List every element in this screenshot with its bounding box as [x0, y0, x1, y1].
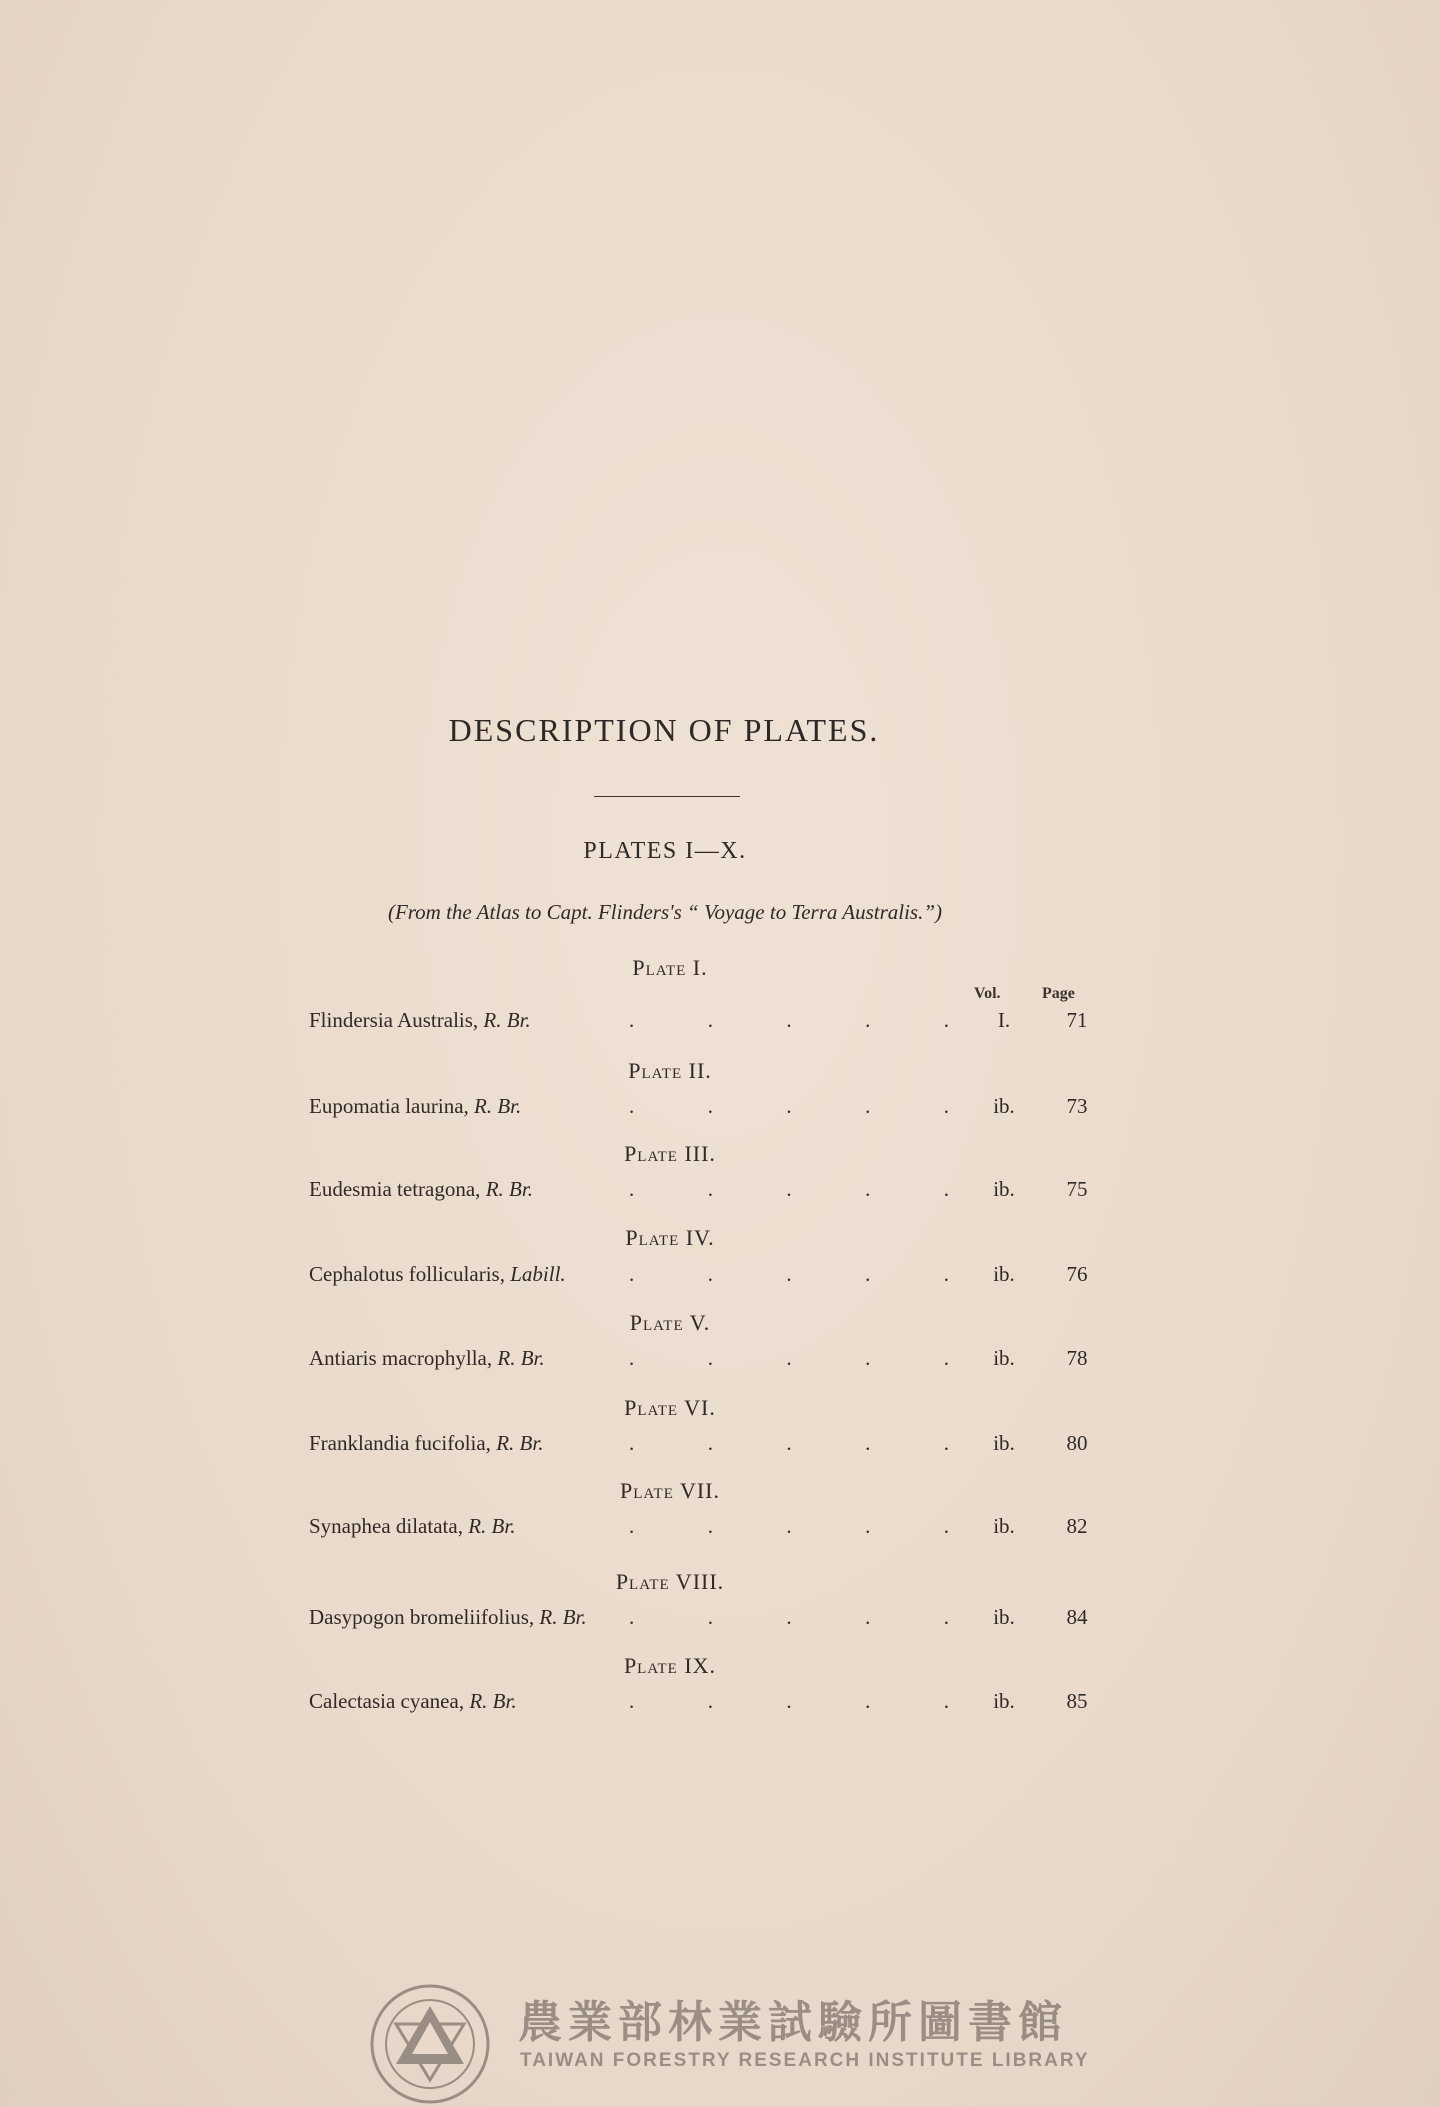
volume: ib.	[993, 1514, 1015, 1538]
plates-range-heading: PLATES I—X.	[583, 838, 747, 864]
author-abbrev: R. Br.	[496, 1431, 544, 1455]
plate-entry	[309, 1177, 1089, 1207]
species-name: Antiaris macrophylla, R. Br.	[309, 1346, 545, 1370]
volume: ib.	[993, 1431, 1015, 1455]
plate-entry	[309, 1262, 1089, 1292]
species-name: Synaphea dilatata, R. Br.	[309, 1514, 516, 1538]
volume: ib.	[993, 1346, 1015, 1370]
library-name-chinese: 農業部林業試驗所圖書館	[518, 1997, 1068, 2048]
author-abbrev: R. Br.	[483, 1008, 531, 1032]
leader-dots: . . . . .	[629, 1008, 949, 1032]
leader-dots: . . . . .	[629, 1431, 949, 1455]
volume: ib.	[993, 1094, 1015, 1118]
species-name: Calectasia cyanea, R. Br.	[309, 1689, 517, 1713]
leader-dots: . . . . .	[629, 1514, 949, 1538]
plate-entry	[309, 1008, 1089, 1038]
page-number: 84	[1066, 1605, 1088, 1629]
source-note: (From the Atlas to Capt. Flinders's “ Voyage to Terra Australis.”)	[387, 900, 943, 924]
author-abbrev: Labill.	[510, 1262, 566, 1286]
page-number: 71	[1066, 1008, 1088, 1032]
author-abbrev: R. Br.	[485, 1177, 533, 1201]
volume: ib.	[993, 1177, 1015, 1201]
species-name: Franklandia fucifolia, R. Br.	[309, 1431, 544, 1455]
plate-heading: Plate II.	[628, 1058, 712, 1083]
plate-heading: Plate VIII.	[615, 1569, 725, 1594]
plate-heading: Plate IV.	[625, 1225, 715, 1250]
plate-entry	[309, 1346, 1089, 1376]
author-abbrev: R. Br.	[469, 1689, 517, 1713]
page-number: 76	[1066, 1262, 1088, 1286]
leader-dots: . . . . .	[629, 1689, 949, 1713]
leader-dots: . . . . .	[629, 1177, 949, 1201]
page-number: 80	[1066, 1431, 1088, 1455]
vol-column-header: Vol.	[974, 985, 1001, 1002]
plate-entry	[309, 1514, 1089, 1544]
author-abbrev: R. Br.	[468, 1514, 516, 1538]
plate-entry	[309, 1094, 1089, 1124]
species-name: Eudesmia tetragona, R. Br.	[309, 1177, 533, 1201]
author-abbrev: R. Br.	[474, 1094, 522, 1118]
plate-heading: Plate III.	[624, 1141, 716, 1166]
page-column-header: Page	[1042, 985, 1075, 1002]
plate-heading: Plate IX.	[623, 1653, 717, 1678]
author-abbrev: R. Br.	[497, 1346, 545, 1370]
leader-dots: . . . . .	[629, 1346, 949, 1370]
volume: ib.	[993, 1605, 1015, 1629]
page-number: 78	[1066, 1346, 1088, 1370]
library-seal-icon	[368, 1982, 492, 2106]
page-number: 73	[1066, 1094, 1088, 1118]
page-title: DESCRIPTION OF PLATES.	[448, 712, 880, 748]
library-name-english: TAIWAN FORESTRY RESEARCH INSTITUTE LIBRARY	[520, 2050, 1090, 2071]
leader-dots: . . . . .	[629, 1094, 949, 1118]
page-number: 82	[1066, 1514, 1088, 1538]
plate-heading: Plate V.	[629, 1310, 711, 1335]
title-divider	[594, 796, 740, 797]
page-number: 85	[1066, 1689, 1088, 1713]
species-name: Dasypogon bromeliifolius, R. Br.	[309, 1605, 587, 1629]
plate-heading: Plate I.	[632, 955, 708, 980]
plate-entry	[309, 1605, 1089, 1635]
leader-dots: . . . . .	[629, 1262, 949, 1286]
library-watermark	[360, 1978, 1100, 2088]
volume: ib.	[993, 1689, 1015, 1713]
plate-entry	[309, 1689, 1089, 1719]
plate-heading: Plate VI.	[624, 1395, 716, 1420]
plate-heading: Plate VII.	[619, 1478, 721, 1503]
author-abbrev: R. Br.	[539, 1605, 587, 1629]
species-name: Cephalotus follicularis, Labill.	[309, 1262, 566, 1286]
plate-entry	[309, 1431, 1089, 1461]
volume: ib.	[993, 1262, 1015, 1286]
species-name: Flindersia Australis, R. Br.	[309, 1008, 531, 1032]
page-number: 75	[1066, 1177, 1088, 1201]
volume: I.	[997, 1008, 1011, 1032]
species-name: Eupomatia laurina, R. Br.	[309, 1094, 522, 1118]
leader-dots: . . . . .	[629, 1605, 949, 1629]
